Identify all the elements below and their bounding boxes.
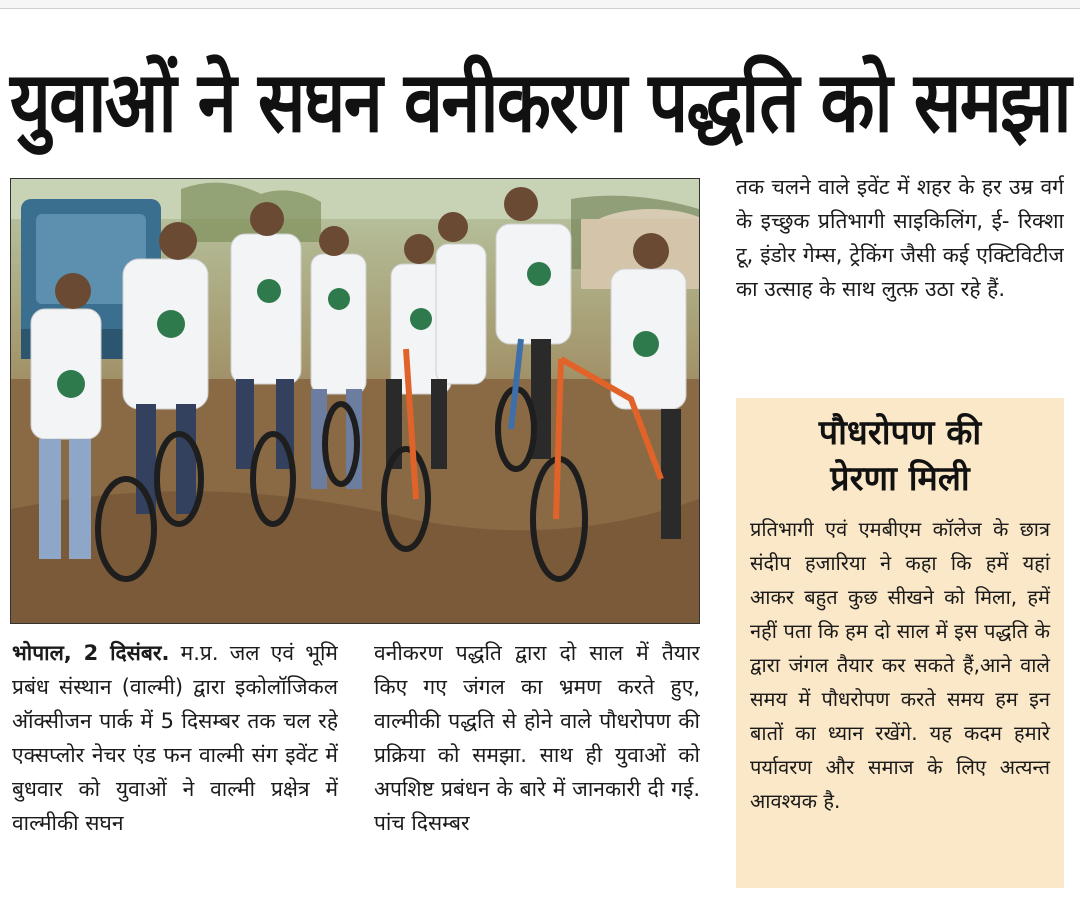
article-column-1 — [12, 636, 338, 888]
sidebar-title-line2: प्रेरणा मिली — [830, 459, 970, 499]
dateline: भोपाल, 2 दिसंबर. — [12, 641, 170, 665]
article-photo — [10, 178, 700, 624]
photo-shirt-text — [0, 0, 1, 1]
headline: युवाओं ने सघन वनीकरण पद्धति को समझा — [10, 53, 1070, 151]
article-column-3-text: तक चलने वाले इवेंट में शहर के हर उम्र वर्ग के इच्छुक प्रतिभागी साइकिलिंग, ई- रिक्शा टू, इंडोर गेम्स, ट्रेकिंग जैसी कई एक्टिविटीज का उत्साह के साथ लुत्फ़ उठा रहे हैं. — [736, 175, 1064, 301]
sidebar-title-line1: पौधरोपण की — [818, 413, 982, 453]
article-column-2 — [374, 636, 700, 888]
previous-article-edge — [0, 0, 1080, 9]
sidebar-body: प्रतिभागी एवं एमबीएम कॉलेज के छात्र संदीप हजारिया ने कहा कि हमें यहां आकर बहुत कुछ सीखने को मिला, हमें नहीं पता कि हम दो साल में इस पद्धति के द्वारा जंगल तैयार कर सकते हैं,आने वाले समय में पौधरोपण करते समय हम इन बातों का ध्यान रखेंगे. यह कदम हमारे पर्यावरण और समाज के लिए अत्यन्त आवश्यक है. — [750, 517, 1050, 813]
sidebar-title — [750, 410, 1050, 502]
quote-sidebar — [736, 398, 1064, 888]
photo-illustration — [11, 179, 699, 623]
article-column-1-body: म.प्र. जल एवं भूमि प्रबंध संस्थान (वाल्मी) द्वारा इकोलॉजिकल ऑक्सीजन पार्क में 5 दिसम्बर तक चल रहे एक्सप्लोर नेचर एंड फन वाल्मी संग इवेंट में बुधवार को युवाओं ने वाल्मी प्रक्षेत्र में वाल्मीकी सघन — [12, 641, 338, 835]
article-column-3 — [736, 170, 1064, 386]
article-column-1-text — [12, 636, 338, 840]
article-column-2-text: वनीकरण पद्धति द्वारा दो साल में तैयार किए गए जंगल का भ्रमण करते हुए, वाल्मीकी पद्धति से होने वाले पौधरोपण की प्रक्रिया को समझा. साथ ही युवाओं को अपशिष्ट प्रबंधन के बारे में जानकारी दी गई. पांच दिसम्बर — [374, 641, 700, 835]
